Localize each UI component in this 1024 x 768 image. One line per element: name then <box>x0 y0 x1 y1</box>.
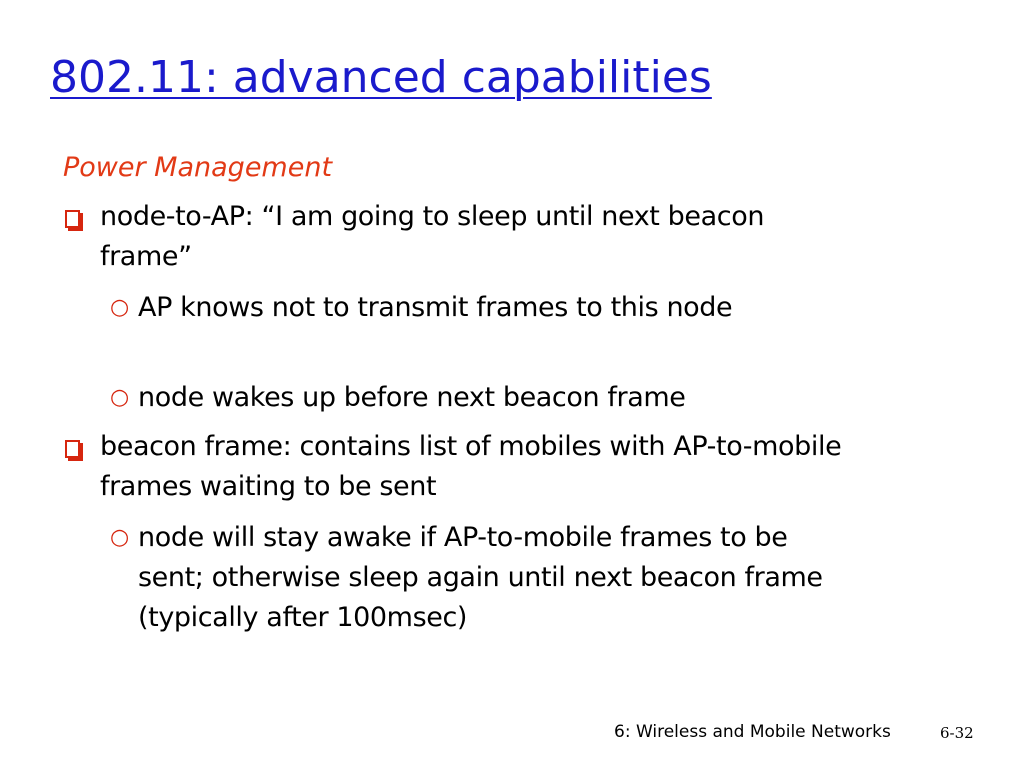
bullet-text: beacon frame: contains list of mobiles with AP-to-mobile frames waiting to be sent <box>100 431 842 502</box>
sub-bullet-item <box>110 288 838 328</box>
bullet-item <box>100 197 860 277</box>
square-bullet-icon <box>65 440 80 458</box>
circle-bullet-icon: ○ <box>110 525 129 550</box>
sub-bullet-text: node will stay awake if AP-to-mobile frames to be sent; otherwise sleep again until next beacon frame (typically after 100msec) <box>138 522 823 633</box>
square-bullet-icon <box>65 210 80 228</box>
bullet-item <box>100 427 870 507</box>
bullet-text: node-to-AP: “I am going to sleep until next beacon frame” <box>100 201 765 272</box>
page-number: 6-32 <box>940 724 974 742</box>
circle-bullet-icon: ○ <box>110 385 129 410</box>
slide-title: 802.11: advanced capabilities <box>50 52 712 103</box>
sub-bullet-item <box>110 378 838 418</box>
sub-bullet-text: node wakes up before next beacon frame <box>138 382 686 413</box>
sub-bullet-item <box>110 518 853 638</box>
section-subtitle: Power Management <box>63 152 333 183</box>
footer-chapter: 6: Wireless and Mobile Networks <box>614 722 891 742</box>
sub-bullet-text: AP knows not to transmit frames to this node <box>138 292 733 323</box>
circle-bullet-icon: ○ <box>110 295 129 320</box>
